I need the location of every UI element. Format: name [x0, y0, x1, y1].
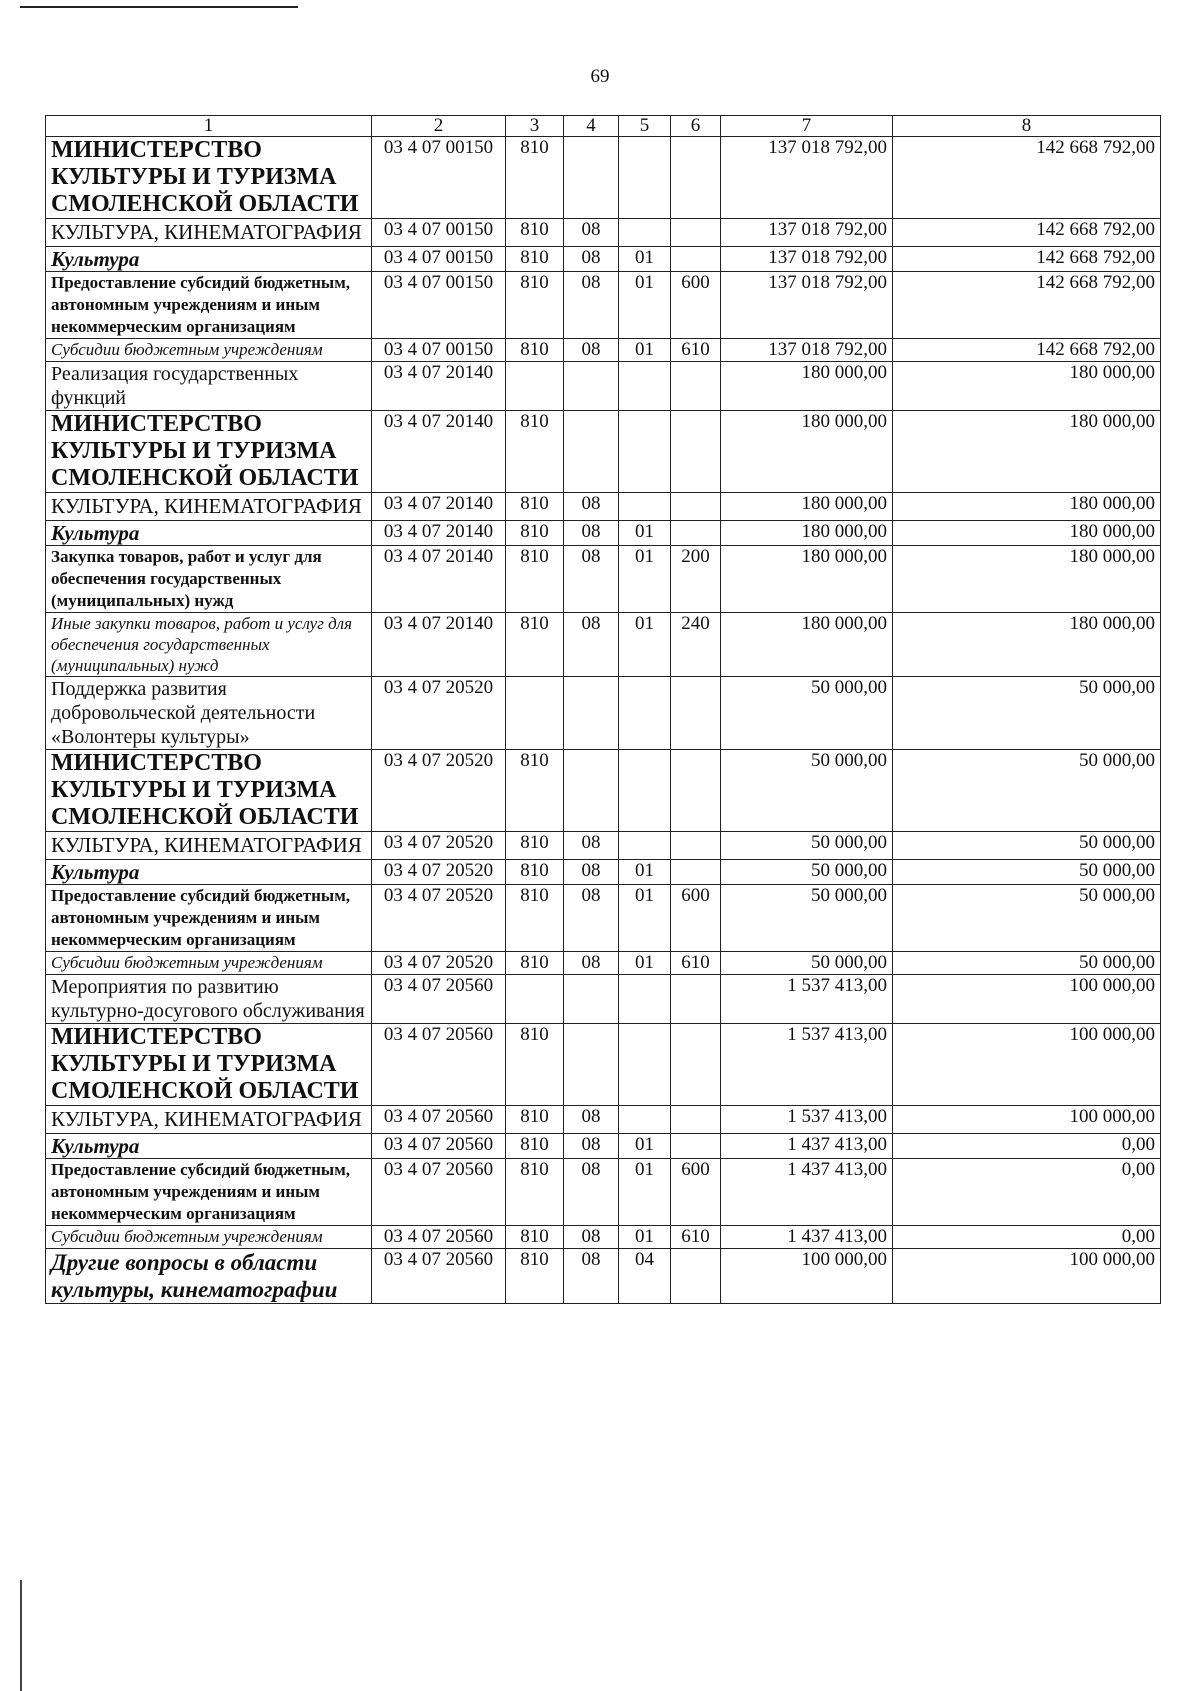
- department-cell: 810: [506, 137, 564, 219]
- expense-type-cell: 600: [671, 272, 721, 339]
- amount-year1-cell: 180 000,00: [721, 362, 893, 411]
- table-row: [46, 219, 1161, 247]
- subsection-cell: 01: [619, 613, 671, 677]
- expense-type-cell: [671, 247, 721, 272]
- subsection-cell: 04: [619, 1249, 671, 1304]
- expense-type-cell: [671, 1249, 721, 1304]
- table-row: [46, 860, 1161, 885]
- section-cell: 08: [564, 952, 619, 975]
- amount-year1-cell: 137 018 792,00: [721, 137, 893, 219]
- amount-year2-cell: 180 000,00: [893, 546, 1161, 613]
- subsection-cell: [619, 137, 671, 219]
- target-code-cell: 03 4 07 20520: [372, 677, 506, 750]
- expense-type-cell: [671, 1106, 721, 1134]
- amount-year1-cell: 180 000,00: [721, 521, 893, 546]
- subsection-cell: 01: [619, 521, 671, 546]
- subsection-cell: [619, 1024, 671, 1106]
- row-name-cell: Мероприятия по развитию культурно-досугового обслуживания: [46, 975, 372, 1024]
- expense-type-cell: 200: [671, 546, 721, 613]
- amount-year2-cell: 180 000,00: [893, 493, 1161, 521]
- department-cell: 810: [506, 272, 564, 339]
- table-row: [46, 546, 1161, 613]
- target-code-cell: 03 4 07 20560: [372, 1106, 506, 1134]
- section-cell: [564, 975, 619, 1024]
- subsection-cell: 01: [619, 272, 671, 339]
- department-cell: [506, 677, 564, 750]
- section-cell: 08: [564, 1159, 619, 1226]
- amount-year1-cell: 1 437 413,00: [721, 1226, 893, 1249]
- expense-type-cell: [671, 493, 721, 521]
- target-code-cell: 03 4 07 20560: [372, 1159, 506, 1226]
- expense-type-cell: 610: [671, 339, 721, 362]
- row-name-cell: Культура: [46, 247, 372, 272]
- row-name-cell: МИНИСТЕРСТВО КУЛЬТУРЫ И ТУРИЗМА СМОЛЕНСКОЙ ОБЛАСТИ: [46, 1024, 372, 1106]
- amount-year2-cell: 100 000,00: [893, 1249, 1161, 1304]
- amount-year1-cell: 137 018 792,00: [721, 339, 893, 362]
- section-cell: 08: [564, 1134, 619, 1159]
- amount-year1-cell: 1 537 413,00: [721, 1106, 893, 1134]
- amount-year2-cell: 50 000,00: [893, 750, 1161, 832]
- amount-year2-cell: 100 000,00: [893, 1106, 1161, 1134]
- row-name-cell: КУЛЬТУРА, КИНЕМАТОГРАФИЯ: [46, 219, 372, 247]
- row-name-cell: Предоставление субсидий бюджетным, автономным учреждениям и иным некоммерческим организациям: [46, 272, 372, 339]
- amount-year1-cell: 1 437 413,00: [721, 1134, 893, 1159]
- section-cell: 08: [564, 1106, 619, 1134]
- budget-table: [45, 115, 1161, 1304]
- section-cell: [564, 1024, 619, 1106]
- expense-type-cell: [671, 362, 721, 411]
- department-cell: 810: [506, 1134, 564, 1159]
- target-code-cell: 03 4 07 20520: [372, 885, 506, 952]
- subsection-cell: 01: [619, 885, 671, 952]
- section-cell: [564, 677, 619, 750]
- row-name-cell: КУЛЬТУРА, КИНЕМАТОГРАФИЯ: [46, 832, 372, 860]
- subsection-cell: 01: [619, 860, 671, 885]
- target-code-cell: 03 4 07 20560: [372, 1226, 506, 1249]
- expense-type-cell: 610: [671, 1226, 721, 1249]
- target-code-cell: 03 4 07 20140: [372, 546, 506, 613]
- target-code-cell: 03 4 07 20140: [372, 362, 506, 411]
- expense-type-cell: [671, 1024, 721, 1106]
- target-code-cell: 03 4 07 20520: [372, 860, 506, 885]
- department-cell: 810: [506, 1226, 564, 1249]
- target-code-cell: 03 4 07 20520: [372, 952, 506, 975]
- department-cell: 810: [506, 952, 564, 975]
- target-code-cell: 03 4 07 20140: [372, 613, 506, 677]
- department-cell: 810: [506, 860, 564, 885]
- target-code-cell: 03 4 07 00150: [372, 219, 506, 247]
- subsection-cell: [619, 362, 671, 411]
- department-cell: 810: [506, 546, 564, 613]
- amount-year2-cell: 50 000,00: [893, 860, 1161, 885]
- subsection-cell: 01: [619, 247, 671, 272]
- page-number: 69: [590, 66, 610, 87]
- section-cell: [564, 750, 619, 832]
- amount-year1-cell: 100 000,00: [721, 1249, 893, 1304]
- section-cell: 08: [564, 1249, 619, 1304]
- row-name-cell: Культура: [46, 521, 372, 546]
- subsection-cell: [619, 1106, 671, 1134]
- subsection-cell: [619, 219, 671, 247]
- amount-year1-cell: 50 000,00: [721, 885, 893, 952]
- row-name-cell: Другие вопросы в области культуры, кинематографии: [46, 1249, 372, 1304]
- target-code-cell: 03 4 07 00150: [372, 272, 506, 339]
- amount-year2-cell: 142 668 792,00: [893, 339, 1161, 362]
- row-name-cell: Закупка товаров, работ и услуг для обеспечения государственных (муниципальных) нужд: [46, 546, 372, 613]
- amount-year2-cell: 50 000,00: [893, 677, 1161, 750]
- amount-year2-cell: 50 000,00: [893, 952, 1161, 975]
- department-cell: [506, 975, 564, 1024]
- amount-year2-cell: 142 668 792,00: [893, 137, 1161, 219]
- column-header: 7: [721, 116, 893, 137]
- amount-year2-cell: 100 000,00: [893, 1024, 1161, 1106]
- expense-type-cell: [671, 137, 721, 219]
- row-name-cell: Культура: [46, 860, 372, 885]
- amount-year2-cell: 142 668 792,00: [893, 247, 1161, 272]
- subsection-cell: 01: [619, 952, 671, 975]
- subsection-cell: [619, 975, 671, 1024]
- department-cell: 810: [506, 750, 564, 832]
- amount-year1-cell: 50 000,00: [721, 860, 893, 885]
- column-header: 6: [671, 116, 721, 137]
- subsection-cell: [619, 677, 671, 750]
- table-row: [46, 411, 1161, 493]
- section-cell: 08: [564, 885, 619, 952]
- department-cell: 810: [506, 493, 564, 521]
- amount-year2-cell: 180 000,00: [893, 521, 1161, 546]
- target-code-cell: 03 4 07 00150: [372, 137, 506, 219]
- target-code-cell: 03 4 07 20140: [372, 493, 506, 521]
- subsection-cell: 01: [619, 1159, 671, 1226]
- top-rule: [20, 6, 298, 8]
- amount-year1-cell: 137 018 792,00: [721, 247, 893, 272]
- subsection-cell: [619, 750, 671, 832]
- department-cell: 810: [506, 832, 564, 860]
- amount-year1-cell: 137 018 792,00: [721, 272, 893, 339]
- section-cell: 08: [564, 1226, 619, 1249]
- expense-type-cell: [671, 860, 721, 885]
- row-name-cell: КУЛЬТУРА, КИНЕМАТОГРАФИЯ: [46, 493, 372, 521]
- table-row: [46, 750, 1161, 832]
- left-rule: [20, 1580, 22, 1691]
- department-cell: 810: [506, 521, 564, 546]
- column-header: 1: [46, 116, 372, 137]
- table-row: [46, 885, 1161, 952]
- amount-year1-cell: 50 000,00: [721, 832, 893, 860]
- section-cell: [564, 362, 619, 411]
- amount-year1-cell: 180 000,00: [721, 546, 893, 613]
- table-row: [46, 613, 1161, 677]
- row-name-cell: Субсидии бюджетным учреждениям: [46, 1226, 372, 1249]
- target-code-cell: 03 4 07 20560: [372, 975, 506, 1024]
- expense-type-cell: [671, 411, 721, 493]
- department-cell: 810: [506, 339, 564, 362]
- department-cell: 810: [506, 613, 564, 677]
- subsection-cell: [619, 493, 671, 521]
- expense-type-cell: [671, 521, 721, 546]
- table-row: [46, 1159, 1161, 1226]
- subsection-cell: [619, 411, 671, 493]
- column-header: 4: [564, 116, 619, 137]
- amount-year2-cell: 180 000,00: [893, 411, 1161, 493]
- table-row: [46, 247, 1161, 272]
- subsection-cell: 01: [619, 546, 671, 613]
- row-name-cell: Культура: [46, 1134, 372, 1159]
- table-row: [46, 521, 1161, 546]
- column-header: 2: [372, 116, 506, 137]
- department-cell: 810: [506, 219, 564, 247]
- amount-year2-cell: 180 000,00: [893, 613, 1161, 677]
- section-cell: 08: [564, 860, 619, 885]
- amount-year2-cell: 0,00: [893, 1226, 1161, 1249]
- row-name-cell: Субсидии бюджетным учреждениям: [46, 339, 372, 362]
- amount-year1-cell: 180 000,00: [721, 411, 893, 493]
- target-code-cell: 03 4 07 20520: [372, 750, 506, 832]
- table-row: [46, 137, 1161, 219]
- row-name-cell: МИНИСТЕРСТВО КУЛЬТУРЫ И ТУРИЗМА СМОЛЕНСКОЙ ОБЛАСТИ: [46, 411, 372, 493]
- amount-year1-cell: 180 000,00: [721, 613, 893, 677]
- subsection-cell: 01: [619, 339, 671, 362]
- row-name-cell: Субсидии бюджетным учреждениям: [46, 952, 372, 975]
- row-name-cell: МИНИСТЕРСТВО КУЛЬТУРЫ И ТУРИЗМА СМОЛЕНСКОЙ ОБЛАСТИ: [46, 750, 372, 832]
- target-code-cell: 03 4 07 20560: [372, 1249, 506, 1304]
- subsection-cell: [619, 832, 671, 860]
- expense-type-cell: [671, 677, 721, 750]
- row-name-cell: Предоставление субсидий бюджетным, автономным учреждениям и иным некоммерческим организациям: [46, 1159, 372, 1226]
- amount-year2-cell: 142 668 792,00: [893, 272, 1161, 339]
- amount-year2-cell: 50 000,00: [893, 885, 1161, 952]
- expense-type-cell: [671, 975, 721, 1024]
- expense-type-cell: 600: [671, 885, 721, 952]
- section-cell: [564, 411, 619, 493]
- table-row: [46, 1106, 1161, 1134]
- amount-year1-cell: 50 000,00: [721, 952, 893, 975]
- expense-type-cell: 600: [671, 1159, 721, 1226]
- table-row: [46, 975, 1161, 1024]
- amount-year1-cell: 50 000,00: [721, 677, 893, 750]
- section-cell: 08: [564, 339, 619, 362]
- table-row: [46, 339, 1161, 362]
- row-name-cell: Поддержка развития добровольческой деятельности «Волонтеры культуры»: [46, 677, 372, 750]
- target-code-cell: 03 4 07 20560: [372, 1024, 506, 1106]
- section-cell: [564, 137, 619, 219]
- row-name-cell: КУЛЬТУРА, КИНЕМАТОГРАФИЯ: [46, 1106, 372, 1134]
- expense-type-cell: [671, 832, 721, 860]
- table-row: [46, 832, 1161, 860]
- section-cell: 08: [564, 832, 619, 860]
- section-cell: 08: [564, 613, 619, 677]
- department-cell: 810: [506, 411, 564, 493]
- column-header: 3: [506, 116, 564, 137]
- row-name-cell: МИНИСТЕРСТВО КУЛЬТУРЫ И ТУРИЗМА СМОЛЕНСКОЙ ОБЛАСТИ: [46, 137, 372, 219]
- department-cell: 810: [506, 1024, 564, 1106]
- table-row: [46, 493, 1161, 521]
- target-code-cell: 03 4 07 00150: [372, 339, 506, 362]
- column-header: 8: [893, 116, 1161, 137]
- table-row: [46, 362, 1161, 411]
- row-name-cell: Реализация государственных функций: [46, 362, 372, 411]
- expense-type-cell: [671, 219, 721, 247]
- section-cell: 08: [564, 272, 619, 339]
- target-code-cell: 03 4 07 00150: [372, 247, 506, 272]
- amount-year2-cell: 100 000,00: [893, 975, 1161, 1024]
- amount-year1-cell: 180 000,00: [721, 493, 893, 521]
- amount-year1-cell: 137 018 792,00: [721, 219, 893, 247]
- amount-year2-cell: 142 668 792,00: [893, 219, 1161, 247]
- amount-year2-cell: 0,00: [893, 1159, 1161, 1226]
- table-row: [46, 1249, 1161, 1304]
- subsection-cell: 01: [619, 1226, 671, 1249]
- expense-type-cell: 610: [671, 952, 721, 975]
- row-name-cell: Иные закупки товаров, работ и услуг для обеспечения государственных (муниципальных) нужд: [46, 613, 372, 677]
- amount-year2-cell: 180 000,00: [893, 362, 1161, 411]
- row-name-cell: Предоставление субсидий бюджетным, автономным учреждениям и иным некоммерческим организациям: [46, 885, 372, 952]
- table-row: [46, 272, 1161, 339]
- target-code-cell: 03 4 07 20560: [372, 1134, 506, 1159]
- expense-type-cell: [671, 1134, 721, 1159]
- department-cell: 810: [506, 1106, 564, 1134]
- department-cell: 810: [506, 1249, 564, 1304]
- column-header: 5: [619, 116, 671, 137]
- section-cell: 08: [564, 219, 619, 247]
- section-cell: 08: [564, 546, 619, 613]
- department-cell: 810: [506, 247, 564, 272]
- amount-year1-cell: 1 437 413,00: [721, 1159, 893, 1226]
- subsection-cell: 01: [619, 1134, 671, 1159]
- table-row: [46, 952, 1161, 975]
- amount-year1-cell: 1 537 413,00: [721, 975, 893, 1024]
- amount-year2-cell: 50 000,00: [893, 832, 1161, 860]
- target-code-cell: 03 4 07 20140: [372, 521, 506, 546]
- table-row: [46, 677, 1161, 750]
- department-cell: [506, 362, 564, 411]
- expense-type-cell: [671, 750, 721, 832]
- expense-type-cell: 240: [671, 613, 721, 677]
- amount-year2-cell: 0,00: [893, 1134, 1161, 1159]
- table-row: [46, 1226, 1161, 1249]
- target-code-cell: 03 4 07 20520: [372, 832, 506, 860]
- department-cell: 810: [506, 1159, 564, 1226]
- table-header-row: [46, 116, 1161, 137]
- target-code-cell: 03 4 07 20140: [372, 411, 506, 493]
- department-cell: 810: [506, 885, 564, 952]
- table-row: [46, 1024, 1161, 1106]
- amount-year1-cell: 50 000,00: [721, 750, 893, 832]
- table-row: [46, 1134, 1161, 1159]
- section-cell: 08: [564, 247, 619, 272]
- section-cell: 08: [564, 521, 619, 546]
- section-cell: 08: [564, 493, 619, 521]
- amount-year1-cell: 1 537 413,00: [721, 1024, 893, 1106]
